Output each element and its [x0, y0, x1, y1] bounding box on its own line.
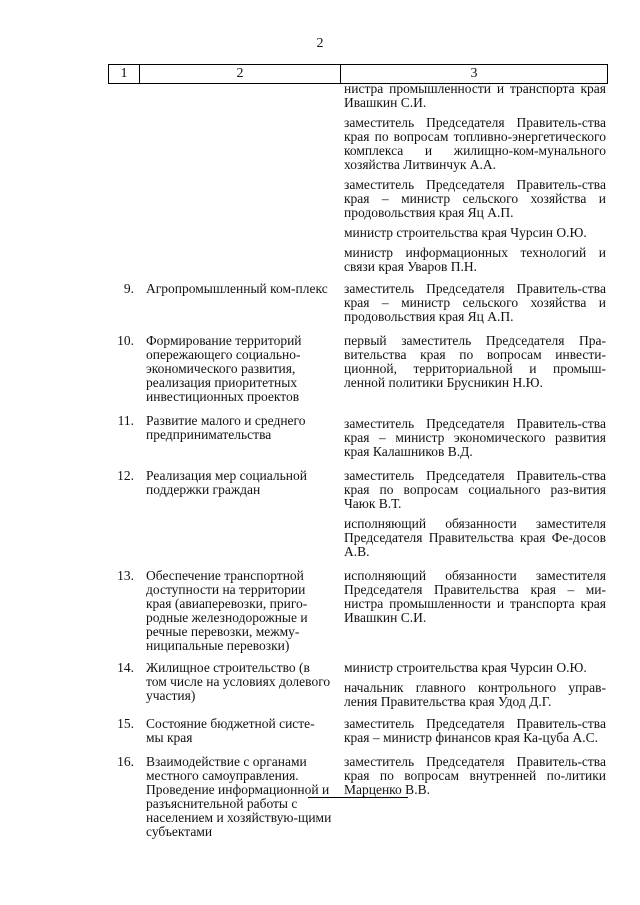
- row-topic: Реализация мер социальной поддержки граждан: [146, 468, 307, 497]
- responsible-person: исполняющий обязанности заместителя Председателя Правительства края Фе-досов А.В.: [344, 516, 606, 559]
- row-topic: Агропромышленный ком-плекс: [146, 281, 328, 296]
- table-row: [108, 569, 608, 653]
- responsible-person: заместитель Председателя Правитель-ства края – министр сельского хозяйства и продовольствия края Яц А.П.: [344, 281, 606, 324]
- row-topic: Формирование территорий опережающего социально-экономического развития, реализация приоритетных инвестиционных проектов: [146, 333, 302, 404]
- responsible-person: исполняющий обязанности заместителя Председателя Правительства края – ми-нистра промышленности и транспорта края Ивашкин С.И.: [344, 568, 606, 625]
- end-divider: [308, 797, 408, 798]
- responsible-person: заместитель Председателя Правитель-ства края – министр финансов края Ка-цуба А.С.: [344, 716, 606, 745]
- row-number: 11.: [117, 413, 134, 428]
- responsible-person: первый заместитель Председателя Пра-вительства края по вопросам инвести-ционной, территориальной и промыш-ленной политики Брусникин Н.Ю.: [344, 333, 606, 390]
- responsible-person: заместитель Председателя Правитель-ства края – министр сельского хозяйства и продовольствия края Яц А.П.: [344, 177, 606, 220]
- table-body: [108, 82, 608, 839]
- responsible-person: заместитель Председателя Правитель-ства края по вопросам социального раз-вития Чаюк В.Т.: [344, 468, 606, 511]
- table-row: [108, 334, 608, 404]
- responsible-person: заместитель Председателя Правитель-ства края – министр экономического развития края Калашников В.Д.: [344, 416, 606, 459]
- header-col-3: 3: [341, 65, 608, 84]
- table-row: [108, 717, 608, 745]
- responsible-person: заместитель Председателя Правитель-ства края по вопросам внутренней по-литики Марценко В.В.: [344, 754, 606, 797]
- row-number: 9.: [123, 281, 134, 296]
- responsible-person: министр строительства края Чурсин О.Ю.: [344, 660, 587, 675]
- row-topic: Взаимодействие с органами местного самоуправления. Проведение информационной и разъяснительной работы с населением и хозяйствую-щими субъектами: [146, 754, 332, 839]
- row-number: 13.: [117, 568, 134, 583]
- row-topic: Развитие малого и среднего предпринимательства: [146, 413, 306, 442]
- row-topic: Состояние бюджетной систе-мы края: [146, 716, 315, 745]
- table-row: [108, 661, 608, 709]
- row-number: 12.: [117, 468, 134, 483]
- table-row-continuation: [108, 82, 608, 274]
- row-topic: Жилищное строительство (в том числе на условиях долевого участия): [146, 660, 331, 703]
- page-number: 2: [316, 36, 324, 51]
- table-row: [108, 414, 608, 459]
- responsible-person: министр строительства края Чурсин О.Ю.: [344, 225, 587, 240]
- row-topic: Обеспечение транспортной доступности на территории края (авиаперевозки, приго-родные железнодорожные и речные перевозки, межму-ниципальные перевозки): [146, 568, 308, 653]
- responsible-person: начальник главного контрольного управ-ления Правительства края Удод Д.Г.: [344, 680, 606, 709]
- responsible-person: заместитель Председателя Правитель-ства края по вопросам топливно-энергетического комплекса и жилищно-ком-мунального хозяйства Литвинчук А.А.: [344, 115, 606, 172]
- responsible-person: министр информационных технологий и связи края Уваров П.Н.: [344, 245, 606, 274]
- row-number: 15.: [117, 716, 134, 731]
- row-number: 10.: [117, 333, 134, 348]
- row-number: 14.: [117, 660, 134, 675]
- table-row: [108, 469, 608, 559]
- responsible-person: нистра промышленности и транспорта края Ивашкин С.И.: [344, 81, 606, 110]
- table-row: [108, 282, 608, 324]
- header-col-2: 2: [140, 65, 341, 84]
- row-number: 16.: [117, 754, 134, 769]
- header-col-1: 1: [109, 65, 140, 84]
